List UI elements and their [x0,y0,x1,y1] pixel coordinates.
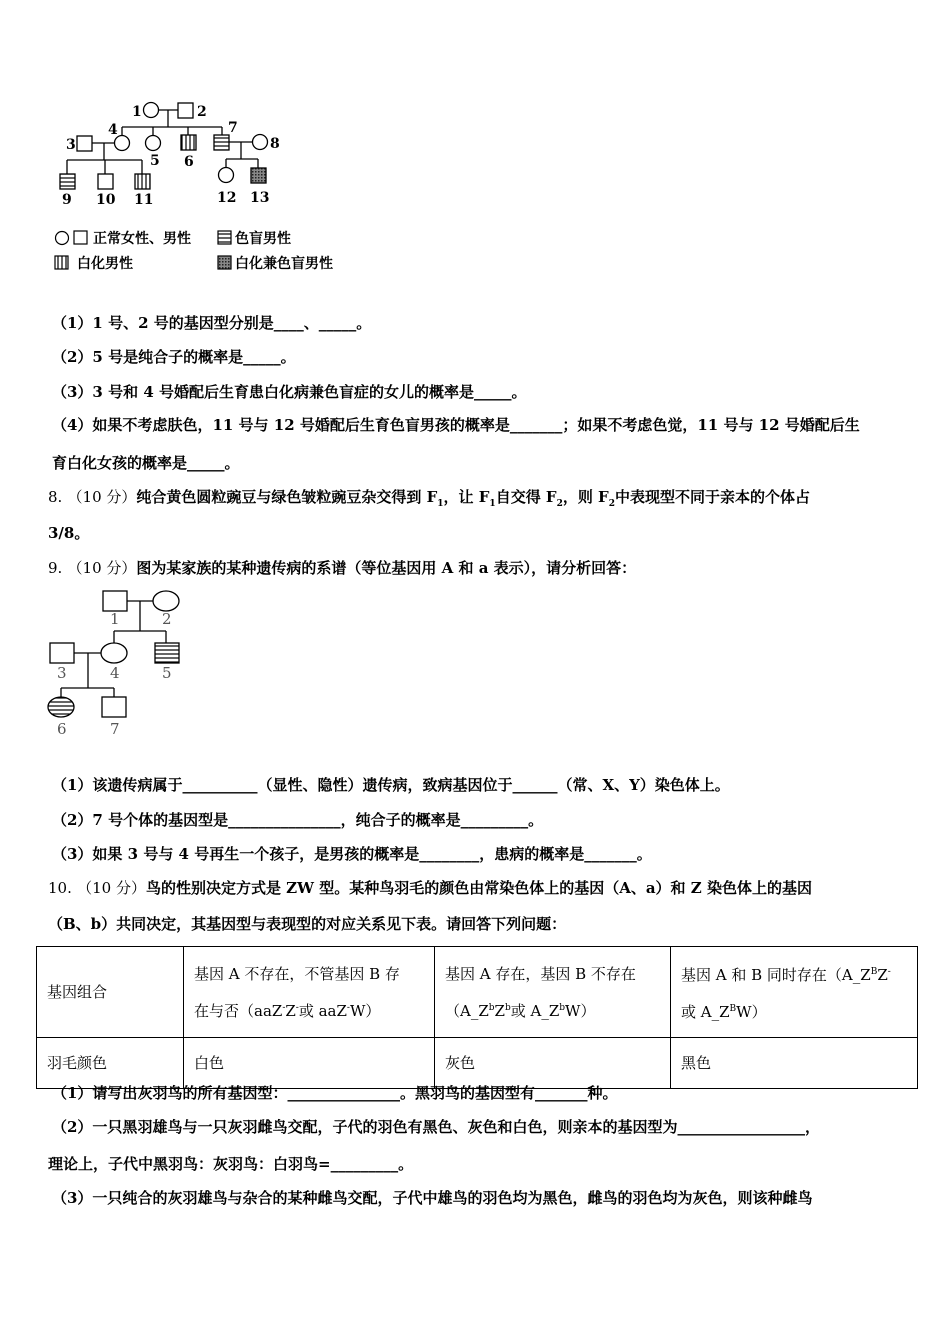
superscript: B [870,967,878,977]
q8-text: 中表现型不同于亲本的个体占 [614,488,810,506]
cell-line: 基因 A 不存在，不管基因 B 存 [194,964,400,983]
superscript: - [887,967,891,977]
q10-text: 鸟的性别决定方式是 ZW 型。某种鸟羽毛的颜色由常染色体上的基因（A、a）和 Z 染色体上的基因 [145,879,812,897]
superscript: - [282,1002,286,1013]
legend-texts [77,230,333,272]
p1-label: 9 [62,192,72,208]
p2-individual-5 [155,643,179,663]
legend-both-label: 白化兼色盲男性 [235,256,333,272]
p2-individual-4 [101,643,127,663]
p1-individual-2 [178,103,193,118]
q8-text: ，让 F [443,488,490,506]
p1-label: 13 [250,190,270,206]
cell-text: 或 A_Z [681,1003,730,1021]
legend-albino-symbol [55,256,68,269]
q10-sub1: （1）请写出灰羽鸟的所有基因型：_______________。黑羽鸟的基因型有_______种。 [52,1084,618,1102]
p1-individual-8 [253,135,268,150]
q10-sub2b: 理论上，子代中黑羽鸟：灰羽鸟：白羽鸟=_________。 [48,1155,414,1173]
cell-text: Z [494,1001,505,1020]
p1-individual-12 [219,168,234,183]
p1-label: 12 [217,190,237,206]
p2-label: 3 [57,664,67,682]
q8-text: ，则 F [562,488,609,506]
legend-male-symbol [74,231,87,244]
cell-text: Z [877,966,888,984]
p1-individual-6 [181,135,196,150]
p2-label: 5 [162,664,172,682]
p2-individual-2 [153,591,179,611]
p2-individual-7 [102,697,126,717]
legend-both-symbol [218,256,231,269]
subscript: 2 [556,499,563,509]
p2-label: 4 [110,664,120,682]
legend-normal-label: 正常女性、男性 [93,231,191,247]
p1-label: 3 [66,137,76,153]
table-row [37,947,918,1038]
q7-sub1: （1）1 号、2 号的基因型分别是____、_____。 [52,314,372,332]
p1-label: 5 [150,153,160,169]
superscript: B [729,1004,737,1014]
q7-sub2: （2）5 号是纯合子的概率是_____。 [52,348,296,366]
p2-individual-1 [103,591,127,611]
superscript: b [559,1002,566,1013]
q10-stem-2: （B、b）共同决定，其基因型与表现型的对应关系见下表。请回答下列问题： [48,915,567,933]
superscript: - [295,1002,299,1013]
cell-text: 或 A_Z [510,1001,560,1020]
superscript: b [488,1002,495,1013]
q9-sub1: （1）该遗传病属于__________（显性、隐性）遗传病，致病基因位于______（常、X、Y）染色体上。 [52,776,730,794]
table-cell: 白色 [184,1038,435,1089]
subscript: 2 [608,499,615,509]
subscript: 1 [489,499,496,509]
q8-text: 自交得 F [495,488,557,506]
p1-individual-10 [98,174,113,189]
pedigree-1-labels [62,104,280,208]
p1-individual-3 [77,136,92,151]
p1-label: 2 [197,104,207,120]
cell-line: 基因 A 存在，基因 B 不存在 [445,964,636,983]
genotype-table [36,946,918,1089]
q8-stem [48,486,810,509]
p1-label: 1 [132,104,142,120]
p1-label: 4 [108,122,118,138]
p1-individual-1 [144,103,159,118]
q10-stem-1 [48,877,812,898]
p1-label: 7 [228,120,238,136]
cell-text: 基因 A 和 B 同时存在（A_Z [681,966,871,984]
p1-individual-7 [214,135,229,150]
p1-label: 10 [96,192,116,208]
legend-colorblind-symbol [218,231,231,244]
cell-text: W） [349,1001,381,1020]
pedigree-2-labels [57,610,172,738]
legend-female-symbol [56,232,69,245]
q8-answer-line: 3/8。 [48,524,90,542]
pedigree-1 [60,103,268,190]
cell-text: 或 aaZ [298,1001,347,1020]
q8-text: 纯合黄色圆粒豌豆与绿色皱粒豌豆杂交得到 F [136,488,438,506]
cell-text: Z [285,1001,296,1020]
table-header-cell [671,947,918,1038]
table-row [37,1038,918,1089]
cell-text: W） [736,1003,767,1021]
q9-sub2: （2）7 号个体的基因型是_______________，纯合子的概率是_________。 [52,811,544,829]
superscript: - [346,1002,350,1013]
p1-individual-9 [60,174,75,189]
q10-number: 10. [48,879,72,897]
cell-line [445,991,660,1028]
p2-label: 2 [162,610,172,628]
table-header-cell: 基因组合 [37,947,184,1038]
table-cell: 羽毛颜色 [37,1038,184,1089]
q9-score: （10 分） [67,559,137,577]
cell-text: （A_Z [445,1001,489,1020]
p2-label: 1 [110,610,120,628]
cell-line [681,992,907,1029]
table-cell: 黑色 [671,1038,918,1089]
p1-label: 6 [184,154,194,170]
q10-sub3: （3）一只纯合的灰羽雄鸟与杂合的某种雌鸟交配，子代中雄鸟的羽色均为黑色，雌鸟的羽色均为灰色，则该种雌鸟 [52,1189,813,1207]
q9-number: 9. [48,559,63,577]
p1-individual-13 [251,168,266,183]
q9-stem [48,557,636,578]
table-header-cell [435,947,671,1038]
p2-label: 7 [110,720,120,738]
subscript: 1 [437,499,444,509]
p2-individual-3 [50,643,74,663]
cell-text: W） [565,1001,596,1020]
table-header-cell [184,947,435,1038]
cell-text: 在与否（aaZ [194,1001,283,1020]
q7-sub4a: （4）如果不考虑肤色，11 号与 12 号婚配后生育色盲男孩的概率是_______；如果不考虑色觉，11 号与 12 号婚配后生 [52,416,860,434]
p2-individual-6 [48,697,74,717]
legend-albino-label: 白化男性 [77,256,133,272]
q9-text: 图为某家族的某种遗传病的系谱（等位基因用 A 和 a 表示），请分析回答： [136,559,637,577]
q10-sub2a: （2）一只黑羽雄鸟与一只灰羽雌鸟交配，子代的羽色有黑色、灰色和白色，则亲本的基因型为_________________， [52,1118,820,1136]
cell-line [681,955,907,992]
p2-label: 6 [57,720,67,738]
q7-sub4b: 育白化女孩的概率是_____。 [52,454,240,472]
p1-individual-11 [135,174,150,189]
legend-colorblind-label: 色盲男性 [235,231,291,247]
p1-individual-5 [146,136,161,151]
p1-label: 11 [134,192,154,208]
p1-label: 8 [270,136,280,152]
superscript: b [504,1002,511,1013]
q8-score: （10 分） [67,488,137,506]
q8-number: 8. [48,488,63,506]
q9-sub3: （3）如果 3 号与 4 号再生一个孩子，是男孩的概率是________，患病的概率是_______。 [52,845,652,863]
table-cell: 灰色 [435,1038,671,1089]
cell-line [194,991,424,1028]
q7-sub3: （3）3 号和 4 号婚配后生育患白化病兼色盲症的女儿的概率是_____。 [52,383,527,401]
q10-score: （10 分） [77,879,146,897]
